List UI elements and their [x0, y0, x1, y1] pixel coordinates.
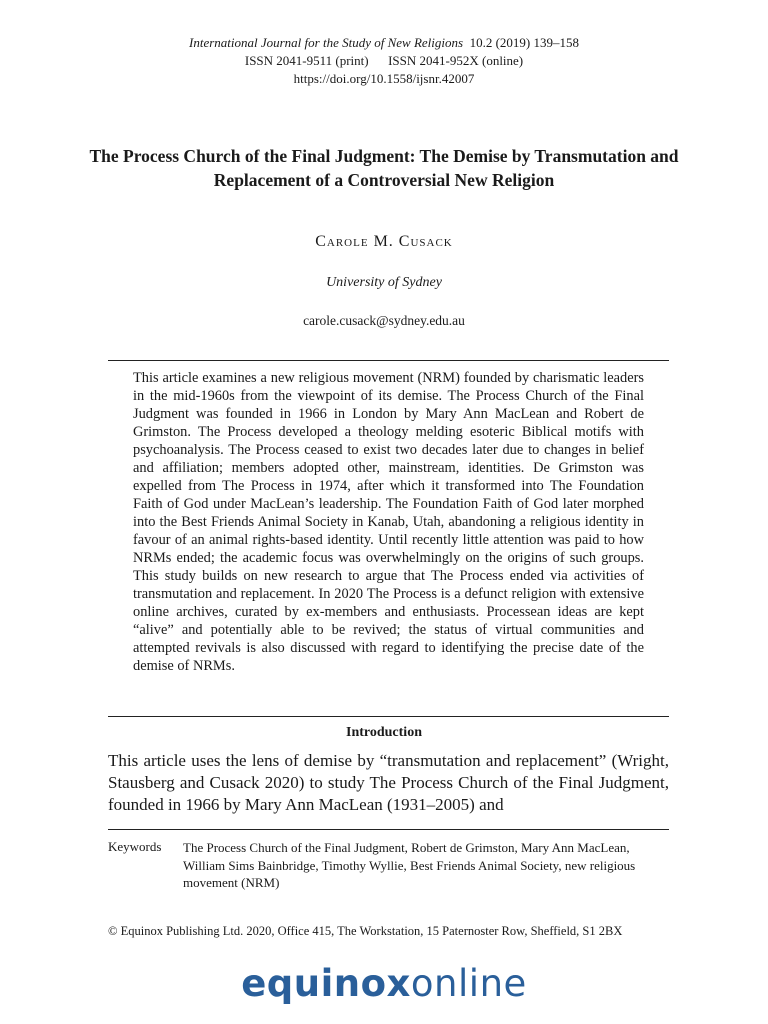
abstract-top-rule	[108, 360, 669, 361]
issn-line: ISSN 2041-9511 (print) ISSN 2041-952X (online)	[244, 53, 524, 68]
author-name: Carole M. Cusack	[315, 233, 453, 250]
abstract: This article examines a new religious movement (NRM) founded by charismatic leaders in the mid-1960s from the viewpoint of its demise. The Process Church of the Final Judgment was founded in 1966 in London by Mary Ann MacLean and Robert de Grimston. The Process developed a theology melding esoteric Biblical motifs with psychoanalysis. The Process ceased to exist two decades later due to changes in belief and affiliation; members adopted other, mainstream, identities. De Grimston was expelled from The Process in 1974, after which it transformed into The Foundation Faith of God under MacLean’s leadership. The Foundation Faith of God later morphed into the Best Friends Animal Society in Kanab, Utah, abandoning a religious identity in favour of an animal rights-based identity. Until recently little attention was paid to how NRMs ended; the academic focus was overwhelmingly on the origins of such groups. This study builds on new research to argue that The Process ended via activities of transmutation and replacement. In 2020 The Process is a defunct religion with extensive online archives, curated by ex-members and enthusiasts. Processean ideas are kept “alive” and potentially able to be revived; the status of virtual communities and attempted revivals is also discussed with regard to identifying the precise date of the demise of NRMs.	[133, 370, 644, 674]
journal-citation-line	[0, 34, 768, 52]
journal-header	[0, 34, 768, 88]
copyright-notice: © Equinox Publishing Ltd. 2020, Office 415, The Workstation, 15 Paternoster Row, Sheffield, S1 2BX	[108, 924, 623, 938]
keywords-list: The Process Church of the Final Judgment, Robert de Grimston, Mary Ann MacLean, William Sims Bainbridge, Timothy Wyllie, Best Friends Animal Society, new religious movement (NRM)	[183, 840, 636, 890]
doi-link[interactable]: https://doi.org/10.1558/ijsnr.42007	[293, 71, 475, 86]
abstract-bottom-rule	[108, 716, 669, 717]
article-title: The Process Church of the Final Judgment: The Demise by Transmutation and Replacement of a Controversial New Religion	[89, 146, 679, 190]
introduction-text: This article uses the lens of demise by “transmutation and replacement” (Wright, Stausberg and Cusack 2020) to study The Process Church of the Final Judgment, founded in 1966 by Mary Ann MacLean (1931–2005) and	[108, 751, 669, 814]
keywords-label: Keywords	[108, 839, 162, 854]
logo-text-equinox: equinox	[241, 962, 411, 1005]
keywords-rule	[108, 829, 669, 830]
author-affiliation: University of Sydney	[326, 275, 442, 290]
volume-pages: 10.2 (2019) 139–158	[469, 35, 579, 50]
author-email[interactable]: carole.cusack@sydney.edu.au	[303, 313, 465, 328]
logo-text-online: online	[410, 962, 527, 1005]
journal-name: International Journal for the Study of New Religions	[189, 35, 464, 50]
introduction-heading: Introduction	[346, 725, 422, 740]
publisher-logo[interactable]	[0, 962, 768, 1005]
